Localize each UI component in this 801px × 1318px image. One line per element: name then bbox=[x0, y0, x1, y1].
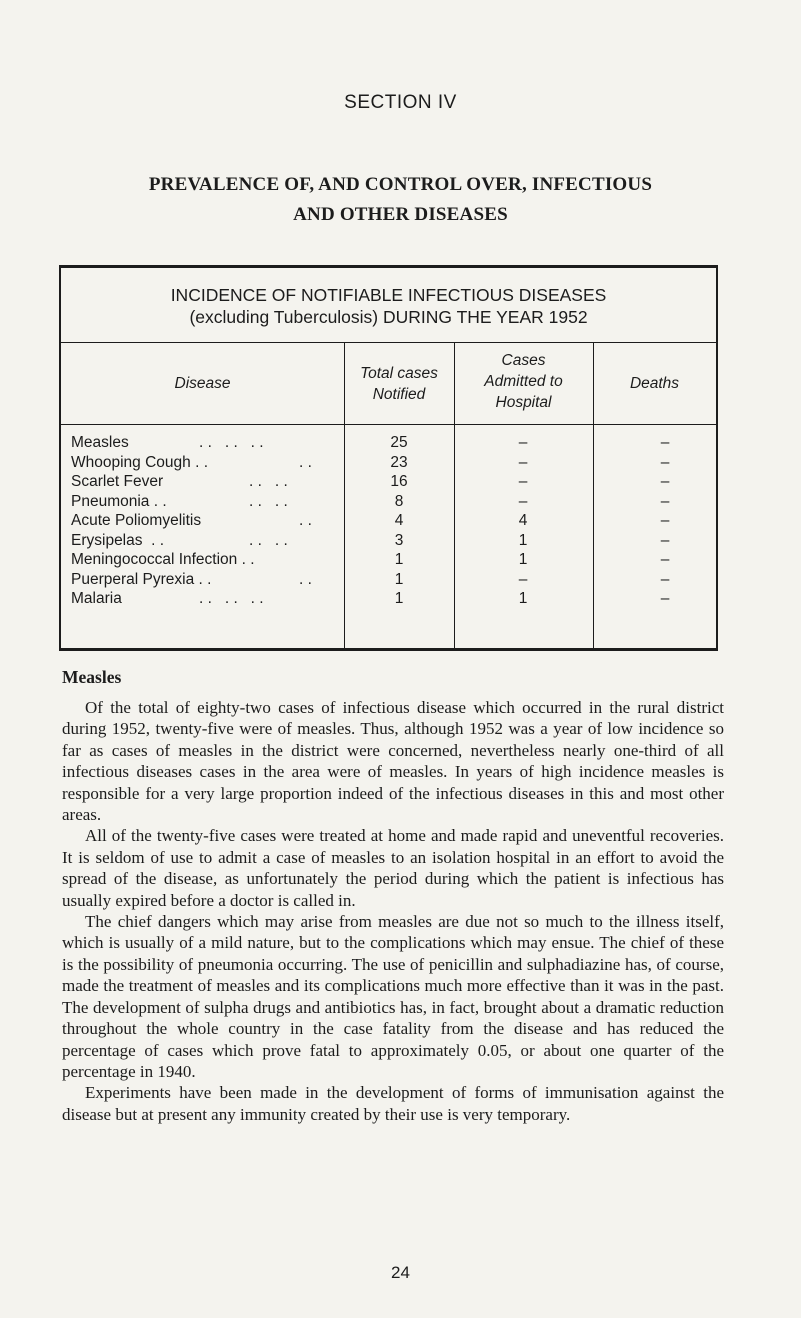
leader-dots: . . bbox=[299, 453, 312, 471]
admitted-count: – bbox=[518, 492, 528, 510]
page-number: 24 bbox=[391, 1263, 410, 1282]
deaths-count: – bbox=[660, 434, 670, 451]
paragraph: The chief dangers which may arise from measles are due not so much to the illness itself, which is usually of a mild nature, but to the complications which may ensue. The chief of these is the possibility of pneumonia occurring. The use of penicillin and sulphadiazine has, of course, made the treatment of measles and its complications much more effective than it was in the past. The development of sulpha drugs and antibiotics has, in fact, brought about a dramatic reduction throughout the whole country in the case fatality from the disease and has reduced the percentage of cases which prove fatal to approximately 0.05, or about one quarter of the percentage in 1940. bbox=[62, 912, 724, 1081]
column-header-line: Notified bbox=[372, 386, 426, 403]
notified-count: 23 bbox=[390, 453, 408, 471]
notified-count: 16 bbox=[390, 473, 408, 490]
column-header-disease bbox=[61, 373, 344, 394]
column-header-line: Admitted to bbox=[484, 373, 563, 390]
disease-name: Measles bbox=[71, 434, 129, 451]
column-header-line: Total cases bbox=[360, 365, 438, 382]
table-caption bbox=[61, 284, 716, 328]
admitted-count: – bbox=[518, 473, 528, 490]
column-header-deaths bbox=[593, 373, 716, 394]
disease-name: Meningococcal Infection . . bbox=[71, 551, 255, 568]
page-title-line-1: PREVALENCE OF, AND CONTROL OVER, INFECTIOUS bbox=[148, 174, 653, 195]
deaths-count: – bbox=[660, 473, 670, 490]
deaths-count: – bbox=[660, 453, 670, 471]
caption-divider bbox=[61, 342, 716, 343]
leader-dots: . . bbox=[299, 570, 312, 588]
table-row bbox=[61, 434, 716, 454]
table-row bbox=[61, 532, 716, 552]
notified-count: 3 bbox=[394, 531, 404, 549]
deaths-count: – bbox=[660, 492, 670, 510]
body-text bbox=[62, 697, 724, 1125]
admitted-count: – bbox=[518, 434, 528, 451]
table-caption-line-1: INCIDENCE OF NOTIFIABLE INFECTIOUS DISEASES bbox=[170, 285, 607, 305]
admitted-count: – bbox=[518, 453, 528, 471]
paragraph: Experiments have been made in the development of forms of immunisation against the disease but at present any immunity created by their use is very temporary. bbox=[62, 1083, 724, 1124]
page-title-line-2: AND OTHER DISEASES bbox=[293, 204, 508, 225]
leader-dots: . . . . . . bbox=[199, 434, 264, 451]
notified-count: 8 bbox=[394, 492, 404, 510]
admitted-count: – bbox=[518, 570, 528, 588]
measles-subheading: Measles bbox=[62, 667, 122, 687]
disease-name: Scarlet Fever bbox=[71, 473, 164, 490]
column-header-notified bbox=[344, 363, 454, 405]
section-heading: SECTION IV bbox=[344, 92, 457, 113]
table-row bbox=[61, 454, 716, 474]
notified-count: 1 bbox=[394, 590, 404, 607]
column-header-line: Disease bbox=[174, 375, 231, 392]
admitted-count: 1 bbox=[518, 551, 528, 568]
disease-name: Whooping Cough . . bbox=[71, 453, 209, 471]
deaths-count: – bbox=[660, 531, 670, 549]
deaths-count: – bbox=[660, 551, 670, 568]
deaths-count: – bbox=[660, 590, 670, 607]
header-divider bbox=[61, 424, 716, 425]
leader-dots: . . . . . . bbox=[199, 590, 264, 607]
paragraph: All of the twenty-five cases were treated at home and made rapid and uneventful recoveries. It is seldom of use to admit a case of measles to an isolation hospital in an effort to avoid the spread of the disease, as unfortunately the period during which the patient is infectious has usually expired before a doctor is called in. bbox=[62, 826, 724, 910]
notified-count: 1 bbox=[394, 570, 404, 588]
column-header-line: Deaths bbox=[629, 375, 680, 392]
disease-name: Erysipelas . . bbox=[71, 531, 165, 549]
leader-dots: . . . . bbox=[249, 473, 288, 490]
admitted-count: 4 bbox=[518, 512, 528, 529]
table-row bbox=[61, 473, 716, 493]
paragraph: Of the total of eighty-two cases of infectious disease which occurred in the rural district during 1952, twenty-five were of measles. Thus, although 1952 was a year of low incidence so far as cases of measles in the district were concerned, nevertheless nearly one-third of all infectious diseases cases in the area were of measles. In years of high incidence measles is responsible for a very large proportion indeed of the infectious diseases in this and most other areas. bbox=[62, 698, 724, 825]
column-header-line: Cases bbox=[501, 352, 546, 369]
admitted-count: 1 bbox=[518, 531, 528, 549]
leader-dots: . . bbox=[299, 512, 312, 529]
disease-name: Pneumonia . . bbox=[71, 492, 167, 510]
leader-dots: . . . . bbox=[249, 531, 288, 549]
disease-name: Malaria bbox=[71, 590, 122, 607]
table-caption-line-2: (excluding Tuberculosis) DURING THE YEAR 1952 bbox=[189, 307, 588, 327]
column-header-line: Hospital bbox=[495, 394, 552, 411]
incidence-table bbox=[59, 265, 718, 651]
disease-name: Acute Poliomyelitis bbox=[71, 512, 202, 529]
deaths-count: – bbox=[660, 512, 670, 529]
notified-count: 4 bbox=[394, 512, 404, 529]
disease-name: Puerperal Pyrexia . . bbox=[71, 570, 212, 588]
table-row bbox=[61, 571, 716, 591]
table-row bbox=[61, 493, 716, 513]
page-title bbox=[60, 170, 741, 230]
deaths-count: – bbox=[660, 570, 670, 588]
leader-dots: . . . . bbox=[249, 492, 288, 510]
column-header-admitted bbox=[454, 350, 593, 413]
table-row bbox=[61, 512, 716, 532]
admitted-count: 1 bbox=[518, 590, 528, 607]
table-row bbox=[61, 551, 716, 571]
table-row bbox=[61, 590, 716, 610]
notified-count: 1 bbox=[394, 551, 404, 568]
notified-count: 25 bbox=[390, 434, 408, 451]
